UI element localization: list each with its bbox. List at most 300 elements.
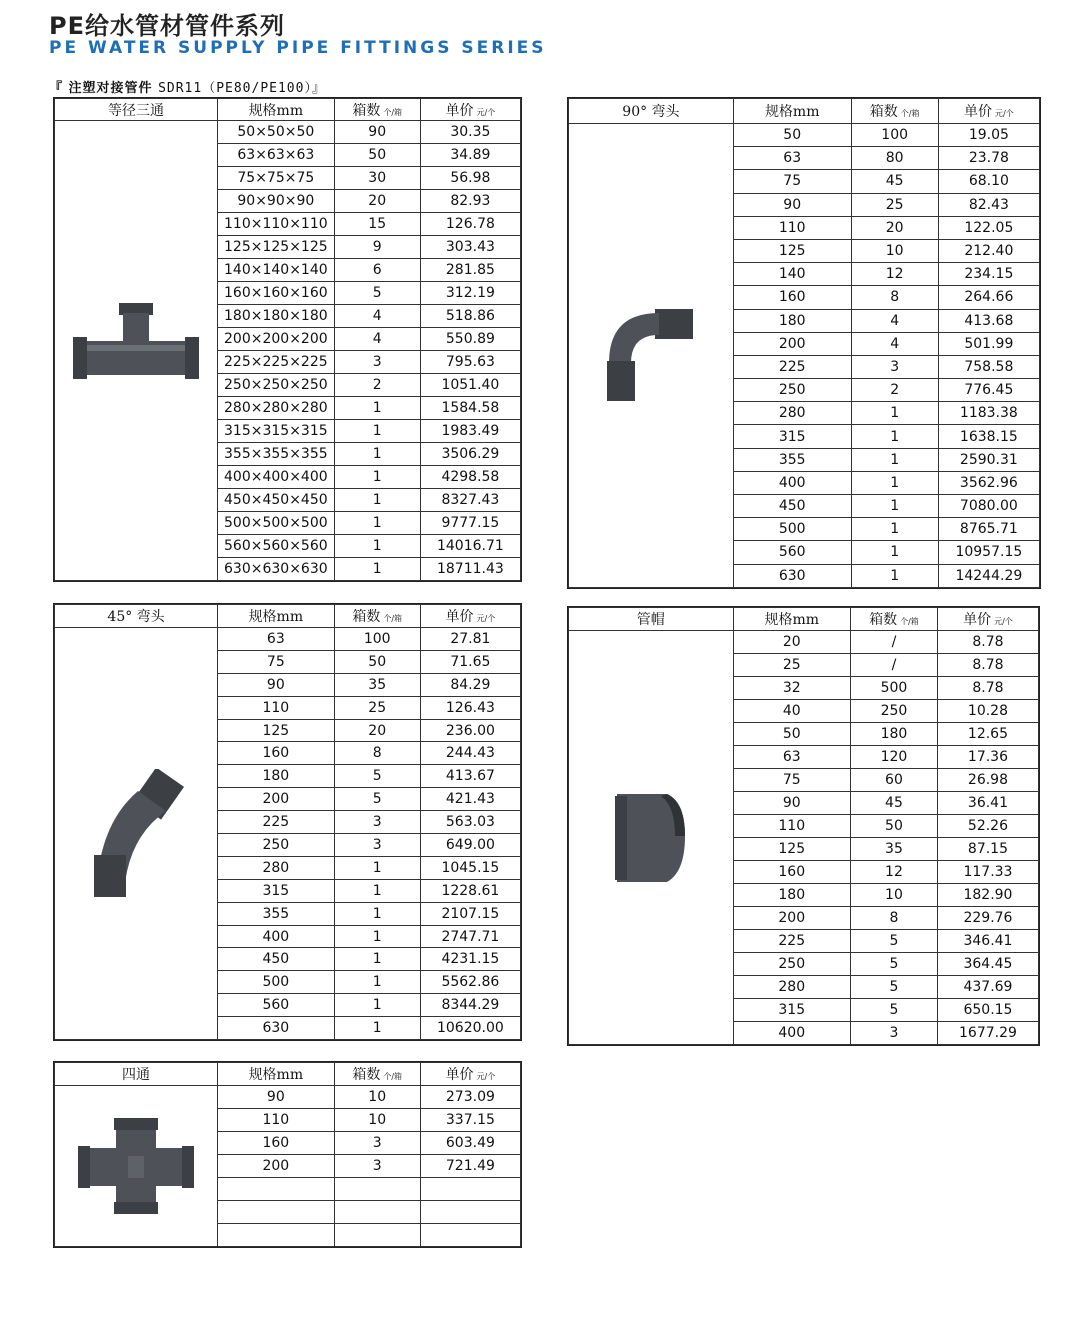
spec-cell: 630 xyxy=(218,1017,335,1040)
box-qty-column-header xyxy=(334,1063,420,1086)
spec-cell: 280 xyxy=(218,856,335,879)
unit-price-cell: 87.15 xyxy=(937,838,1038,861)
spec-cell: 90 xyxy=(733,193,851,216)
box-qty-cell: 4 xyxy=(334,328,420,351)
unit-price-cell: 8327.43 xyxy=(420,489,520,512)
box-qty-cell: 3 xyxy=(851,1022,938,1045)
spec-cell: 250 xyxy=(733,379,851,402)
unit-price-cell: 52.26 xyxy=(937,815,1038,838)
unit-price-cell: 236.00 xyxy=(420,719,520,742)
unit-price-cell: 82.43 xyxy=(938,193,1039,216)
unit-price-cell xyxy=(420,1178,520,1201)
unit-price-cell: 14016.71 xyxy=(420,535,520,558)
box-qty-cell: 12 xyxy=(851,861,938,884)
box-qty-cell: 2 xyxy=(851,379,938,402)
fitting-name-header xyxy=(569,608,734,631)
box-qty-column-header-unit: 个/箱 xyxy=(900,617,919,626)
box-qty-cell: 1 xyxy=(851,564,938,587)
box-qty-cell: 1 xyxy=(334,856,420,879)
unit-price-cell: 603.49 xyxy=(420,1132,520,1155)
box-qty-cell: 100 xyxy=(334,628,420,651)
unit-price-cell: 9777.15 xyxy=(420,512,520,535)
spec-cell: 250×250×250 xyxy=(218,374,335,397)
fitting-image-cell xyxy=(55,1086,218,1247)
spec-cell: 110×110×110 xyxy=(218,213,335,236)
spec-cell: 400×400×400 xyxy=(218,466,335,489)
spec-column-header xyxy=(733,608,851,631)
box-qty-cell: 1 xyxy=(851,518,938,541)
tee-table xyxy=(53,97,522,582)
spec-column-header xyxy=(218,99,335,121)
spec-cell: 180×180×180 xyxy=(218,305,335,328)
spec-cell: 200 xyxy=(218,1155,335,1178)
box-qty-cell: / xyxy=(851,654,938,677)
spec-cell: 315 xyxy=(733,999,851,1022)
spec-column-header-label: 规格mm xyxy=(248,1067,304,1083)
spec-cell: 200 xyxy=(218,788,335,811)
unit-price-cell: 550.89 xyxy=(420,328,520,351)
spec-cell: 450×450×450 xyxy=(218,489,335,512)
unit-price-cell: 36.41 xyxy=(937,792,1038,815)
box-qty-column-header-label: 箱数 xyxy=(352,1067,381,1083)
unit-price-cell: 8.78 xyxy=(937,631,1038,654)
unit-price-cell: 212.40 xyxy=(938,239,1039,262)
box-qty-cell: 180 xyxy=(851,723,938,746)
unit-price-column-header-label: 单价 xyxy=(964,104,992,120)
spec-cell: 25 xyxy=(733,654,851,677)
unit-price-cell: 23.78 xyxy=(938,147,1039,170)
unit-price-cell: 27.81 xyxy=(420,628,520,651)
spec-cell xyxy=(218,1224,335,1247)
fitting-image-cell xyxy=(55,628,218,1040)
box-qty-cell: 1 xyxy=(334,420,420,443)
table-row xyxy=(55,1086,521,1109)
unit-price-cell: 437.69 xyxy=(937,976,1038,999)
unit-price-cell: 721.49 xyxy=(420,1155,520,1178)
unit-price-cell: 8344.29 xyxy=(420,994,520,1017)
spec-cell: 125 xyxy=(733,838,851,861)
unit-price-cell: 281.85 xyxy=(420,259,520,282)
cross-table xyxy=(53,1061,522,1248)
unit-price-cell: 776.45 xyxy=(938,379,1039,402)
unit-price-cell: 758.58 xyxy=(938,355,1039,378)
unit-price-column-header-unit: 元/个 xyxy=(476,107,496,117)
spec-cell xyxy=(218,1201,335,1224)
spec-cell: 500×500×500 xyxy=(218,512,335,535)
box-qty-column-header xyxy=(334,99,420,121)
unit-price-cell: 234.15 xyxy=(938,263,1039,286)
table-row xyxy=(569,631,1039,654)
spec-cell: 110 xyxy=(733,216,851,239)
spec-cell: 250 xyxy=(733,953,851,976)
unit-price-column-header-label: 单价 xyxy=(445,102,474,119)
unit-price-cell: 1677.29 xyxy=(937,1022,1038,1045)
spec-cell: 315 xyxy=(218,879,335,902)
spec-cell: 160 xyxy=(733,861,851,884)
unit-price-cell: 5562.86 xyxy=(420,971,520,994)
spec-cell: 75 xyxy=(733,769,851,792)
box-qty-cell: 1 xyxy=(334,489,420,512)
box-qty-column-header xyxy=(851,99,938,124)
box-qty-cell: 120 xyxy=(851,746,938,769)
spec-cell: 315 xyxy=(733,425,851,448)
fitting-name-header xyxy=(55,1063,218,1086)
spec-cell: 90 xyxy=(733,792,851,815)
spec-cell: 355 xyxy=(218,902,335,925)
spec-cell: 450 xyxy=(733,495,851,518)
unit-price-column-header xyxy=(420,1063,520,1086)
box-qty-cell: 5 xyxy=(851,953,938,976)
box-qty-cell: 10 xyxy=(334,1109,420,1132)
spec-column-header-label: 规格mm xyxy=(764,612,820,628)
spec-cell: 110 xyxy=(218,696,335,719)
box-qty-cell: 1 xyxy=(334,994,420,1017)
fitting-name-header-label: 管帽 xyxy=(636,612,665,628)
unit-price-cell: 501.99 xyxy=(938,332,1039,355)
cap-table xyxy=(567,606,1040,1046)
spec-column-header xyxy=(218,605,335,628)
spec-cell: 560 xyxy=(218,994,335,1017)
box-qty-cell: 1 xyxy=(334,971,420,994)
fitting-name-header-label: 等径三通 xyxy=(108,102,165,119)
box-qty-cell: 35 xyxy=(851,838,938,861)
spec-cell: 500 xyxy=(218,971,335,994)
box-qty-cell: 80 xyxy=(851,147,938,170)
box-qty-column-header-unit: 个/箱 xyxy=(900,109,920,118)
box-qty-cell: 90 xyxy=(334,121,420,144)
box-qty-cell: 3 xyxy=(334,1155,420,1178)
box-qty-cell xyxy=(334,1178,420,1201)
spec-cell: 110 xyxy=(733,815,851,838)
box-qty-cell: 1 xyxy=(334,512,420,535)
unit-price-cell: 68.10 xyxy=(938,170,1039,193)
box-qty-cell: 1 xyxy=(851,471,938,494)
box-qty-cell: 500 xyxy=(851,677,938,700)
cross-fitting-image xyxy=(76,1116,196,1216)
fitting-image-cell xyxy=(55,121,218,581)
spec-cell: 225 xyxy=(733,355,851,378)
unit-price-column-header xyxy=(937,608,1038,631)
box-qty-cell: 5 xyxy=(334,765,420,788)
spec-cell: 180 xyxy=(218,765,335,788)
unit-price-cell: 4231.15 xyxy=(420,948,520,971)
spec-cell: 180 xyxy=(733,309,851,332)
spec-cell: 400 xyxy=(733,1022,851,1045)
elbow45-fitting-image xyxy=(86,769,186,899)
box-qty-cell: 1 xyxy=(334,466,420,489)
unit-price-cell: 518.86 xyxy=(420,305,520,328)
unit-price-cell: 346.41 xyxy=(937,930,1038,953)
unit-price-cell: 1051.40 xyxy=(420,374,520,397)
unit-price-cell: 312.19 xyxy=(420,282,520,305)
unit-price-cell: 82.93 xyxy=(420,190,520,213)
unit-price-column-header-label: 单价 xyxy=(963,612,992,628)
box-qty-cell: 250 xyxy=(851,700,938,723)
spec-cell: 32 xyxy=(733,677,851,700)
box-qty-cell: 1 xyxy=(334,1017,420,1040)
unit-price-cell: 1638.15 xyxy=(938,425,1039,448)
spec-cell: 20 xyxy=(733,631,851,654)
fitting-image-cell xyxy=(569,124,734,588)
box-qty-cell: 5 xyxy=(851,976,938,999)
spec-cell: 560 xyxy=(733,541,851,564)
unit-price-column-header-unit: 元/个 xyxy=(994,617,1013,626)
fitting-name-header-label: 45° 弯头 xyxy=(107,609,165,625)
spec-cell: 160 xyxy=(733,286,851,309)
unit-price-cell: 649.00 xyxy=(420,834,520,857)
box-qty-column-header-unit: 个/箱 xyxy=(383,1072,403,1081)
unit-price-cell: 413.68 xyxy=(938,309,1039,332)
unit-price-column-header xyxy=(420,605,520,628)
box-qty-cell: 3 xyxy=(334,1132,420,1155)
unit-price-cell: 126.78 xyxy=(420,213,520,236)
box-qty-cell: / xyxy=(851,631,938,654)
spec-cell: 50 xyxy=(733,723,851,746)
box-qty-cell: 15 xyxy=(334,213,420,236)
spec-cell: 450 xyxy=(218,948,335,971)
unit-price-cell: 229.76 xyxy=(937,907,1038,930)
spec-cell: 355 xyxy=(733,448,851,471)
spec-cell: 63 xyxy=(218,628,335,651)
box-qty-cell: 30 xyxy=(334,167,420,190)
spec-cell: 315×315×315 xyxy=(218,420,335,443)
spec-cell: 75 xyxy=(218,650,335,673)
page-title-english: PE WATER SUPPLY PIPE FITTINGS SERIES xyxy=(49,38,547,58)
unit-price-cell: 10620.00 xyxy=(420,1017,520,1040)
subtitle-label: 『 注塑对接管件 xyxy=(49,81,153,96)
box-qty-column-header-unit: 个/箱 xyxy=(383,107,403,117)
box-qty-column-header-label: 箱数 xyxy=(352,609,381,625)
spec-cell: 160×160×160 xyxy=(218,282,335,305)
unit-price-cell: 122.05 xyxy=(938,216,1039,239)
unit-price-cell: 8.78 xyxy=(937,677,1038,700)
box-qty-cell: 3 xyxy=(334,834,420,857)
unit-price-cell: 4298.58 xyxy=(420,466,520,489)
box-qty-cell: 45 xyxy=(851,792,938,815)
box-qty-column-header xyxy=(851,608,938,631)
unit-price-cell: 10957.15 xyxy=(938,541,1039,564)
elbow90-table xyxy=(567,97,1041,589)
box-qty-cell: 8 xyxy=(851,907,938,930)
unit-price-cell: 7080.00 xyxy=(938,495,1039,518)
spec-column-header-label: 规格mm xyxy=(248,609,304,625)
spec-cell: 280 xyxy=(733,976,851,999)
box-qty-cell: 50 xyxy=(334,650,420,673)
unit-price-cell: 650.15 xyxy=(937,999,1038,1022)
spec-cell: 200×200×200 xyxy=(218,328,335,351)
unit-price-cell: 12.65 xyxy=(937,723,1038,746)
section-subtitle xyxy=(49,77,326,96)
spec-cell: 90 xyxy=(218,673,335,696)
box-qty-cell: 100 xyxy=(851,124,938,147)
unit-price-cell: 2747.71 xyxy=(420,925,520,948)
box-qty-column-header-unit: 个/箱 xyxy=(383,614,403,623)
unit-price-cell: 364.45 xyxy=(937,953,1038,976)
fitting-name-header xyxy=(569,99,734,124)
box-qty-cell xyxy=(334,1201,420,1224)
fitting-name-header-label: 90° 弯头 xyxy=(622,104,680,120)
spec-column-header xyxy=(218,1063,335,1086)
spec-cell: 180 xyxy=(733,884,851,907)
box-qty-column-header-label: 箱数 xyxy=(352,102,381,119)
box-qty-cell: 1 xyxy=(334,879,420,902)
box-qty-cell: 1 xyxy=(334,397,420,420)
unit-price-column-header xyxy=(420,99,520,121)
spec-cell: 200 xyxy=(733,907,851,930)
box-qty-cell: 5 xyxy=(851,930,938,953)
pipe-cap-image xyxy=(611,788,691,888)
box-qty-cell: 8 xyxy=(851,286,938,309)
box-qty-cell: 4 xyxy=(334,305,420,328)
spec-column-header xyxy=(733,99,851,124)
unit-price-cell: 273.09 xyxy=(420,1086,520,1109)
unit-price-cell: 413.67 xyxy=(420,765,520,788)
unit-price-cell: 8.78 xyxy=(937,654,1038,677)
spec-cell: 90×90×90 xyxy=(218,190,335,213)
spec-cell: 75×75×75 xyxy=(218,167,335,190)
unit-price-cell: 10.28 xyxy=(937,700,1038,723)
unit-price-cell: 244.43 xyxy=(420,742,520,765)
unit-price-cell: 337.15 xyxy=(420,1109,520,1132)
fitting-image-cell xyxy=(569,631,734,1045)
spec-cell: 63 xyxy=(733,746,851,769)
unit-price-cell: 1045.15 xyxy=(420,856,520,879)
box-qty-column-header-label: 箱数 xyxy=(869,612,898,628)
box-qty-cell: 1 xyxy=(851,495,938,518)
box-qty-column-header-label: 箱数 xyxy=(869,104,898,120)
box-qty-cell: 1 xyxy=(851,448,938,471)
spec-cell: 160 xyxy=(218,742,335,765)
box-qty-cell: 1 xyxy=(851,541,938,564)
box-qty-cell: 4 xyxy=(851,332,938,355)
spec-column-header-label: 规格mm xyxy=(248,102,304,119)
unit-price-cell: 19.05 xyxy=(938,124,1039,147)
box-qty-cell: 5 xyxy=(334,282,420,305)
box-qty-cell: 1 xyxy=(334,535,420,558)
unit-price-cell: 14244.29 xyxy=(938,564,1039,587)
elbow45-table xyxy=(53,603,522,1041)
spec-cell: 280 xyxy=(733,402,851,425)
box-qty-cell: 20 xyxy=(334,190,420,213)
spec-cell: 500 xyxy=(733,518,851,541)
unit-price-cell: 1183.38 xyxy=(938,402,1039,425)
unit-price-column-header-label: 单价 xyxy=(445,1067,474,1083)
box-qty-cell: 35 xyxy=(334,673,420,696)
spec-cell: 40 xyxy=(733,700,851,723)
tee-fitting-image xyxy=(71,301,201,401)
box-qty-cell: 20 xyxy=(334,719,420,742)
unit-price-cell: 17.36 xyxy=(937,746,1038,769)
table-row xyxy=(569,124,1040,147)
box-qty-cell: 1 xyxy=(334,443,420,466)
box-qty-cell: 10 xyxy=(851,239,938,262)
box-qty-cell: 1 xyxy=(851,425,938,448)
page-title: PE给水管材管件系列 xyxy=(49,12,285,40)
box-qty-cell: 10 xyxy=(334,1086,420,1109)
spec-cell: 63×63×63 xyxy=(218,144,335,167)
box-qty-cell xyxy=(334,1224,420,1247)
spec-cell: 110 xyxy=(218,1109,335,1132)
box-qty-cell: 4 xyxy=(851,309,938,332)
unit-price-cell: 56.98 xyxy=(420,167,520,190)
unit-price-cell: 421.43 xyxy=(420,788,520,811)
spec-cell: 400 xyxy=(733,471,851,494)
unit-price-cell: 71.65 xyxy=(420,650,520,673)
spec-cell: 50 xyxy=(733,124,851,147)
box-qty-column-header xyxy=(334,605,420,628)
fitting-name-header-label: 四通 xyxy=(122,1067,151,1083)
subtitle-code: SDR11（PE80/PE100）』 xyxy=(158,81,326,96)
box-qty-cell: 1 xyxy=(334,948,420,971)
table-row xyxy=(55,121,521,144)
box-qty-cell: 1 xyxy=(851,402,938,425)
unit-price-cell: 18711.43 xyxy=(420,558,520,581)
spec-cell: 90 xyxy=(218,1086,335,1109)
box-qty-cell: 12 xyxy=(851,263,938,286)
unit-price-cell: 303.43 xyxy=(420,236,520,259)
unit-price-cell: 34.89 xyxy=(420,144,520,167)
spec-cell: 63 xyxy=(733,147,851,170)
spec-cell: 140 xyxy=(733,263,851,286)
unit-price-cell: 117.33 xyxy=(937,861,1038,884)
spec-cell: 200 xyxy=(733,332,851,355)
spec-cell: 160 xyxy=(218,1132,335,1155)
unit-price-cell: 795.63 xyxy=(420,351,520,374)
box-qty-cell: 50 xyxy=(334,144,420,167)
spec-cell: 225 xyxy=(733,930,851,953)
unit-price-cell: 126.43 xyxy=(420,696,520,719)
spec-cell: 225×225×225 xyxy=(218,351,335,374)
unit-price-cell: 2107.15 xyxy=(420,902,520,925)
box-qty-cell: 20 xyxy=(851,216,938,239)
spec-cell: 75 xyxy=(733,170,851,193)
spec-column-header-label: 规格mm xyxy=(764,104,820,120)
spec-cell: 125 xyxy=(218,719,335,742)
box-qty-cell: 1 xyxy=(334,925,420,948)
unit-price-cell: 26.98 xyxy=(937,769,1038,792)
spec-cell: 560×560×560 xyxy=(218,535,335,558)
elbow90-fitting-image xyxy=(601,305,701,405)
unit-price-cell: 3562.96 xyxy=(938,471,1039,494)
box-qty-cell: 3 xyxy=(334,811,420,834)
spec-cell: 125 xyxy=(733,239,851,262)
spec-cell: 630×630×630 xyxy=(218,558,335,581)
spec-cell: 250 xyxy=(218,834,335,857)
spec-cell: 50×50×50 xyxy=(218,121,335,144)
unit-price-cell: 563.03 xyxy=(420,811,520,834)
box-qty-cell: 3 xyxy=(334,351,420,374)
table-row xyxy=(55,628,521,651)
box-qty-cell: 3 xyxy=(851,355,938,378)
box-qty-cell: 50 xyxy=(851,815,938,838)
box-qty-cell: 1 xyxy=(334,902,420,925)
unit-price-cell: 8765.71 xyxy=(938,518,1039,541)
spec-cell: 125×125×125 xyxy=(218,236,335,259)
box-qty-cell: 45 xyxy=(851,170,938,193)
spec-cell: 400 xyxy=(218,925,335,948)
box-qty-cell: 60 xyxy=(851,769,938,792)
spec-cell: 225 xyxy=(218,811,335,834)
box-qty-cell: 6 xyxy=(334,259,420,282)
spec-cell xyxy=(218,1178,335,1201)
unit-price-cell: 182.90 xyxy=(937,884,1038,907)
unit-price-cell: 1983.49 xyxy=(420,420,520,443)
unit-price-column-header-unit: 元/个 xyxy=(995,109,1014,118)
unit-price-cell: 2590.31 xyxy=(938,448,1039,471)
unit-price-column-header-label: 单价 xyxy=(445,609,474,625)
unit-price-cell: 3506.29 xyxy=(420,443,520,466)
unit-price-column-header-unit: 元/个 xyxy=(476,614,496,623)
